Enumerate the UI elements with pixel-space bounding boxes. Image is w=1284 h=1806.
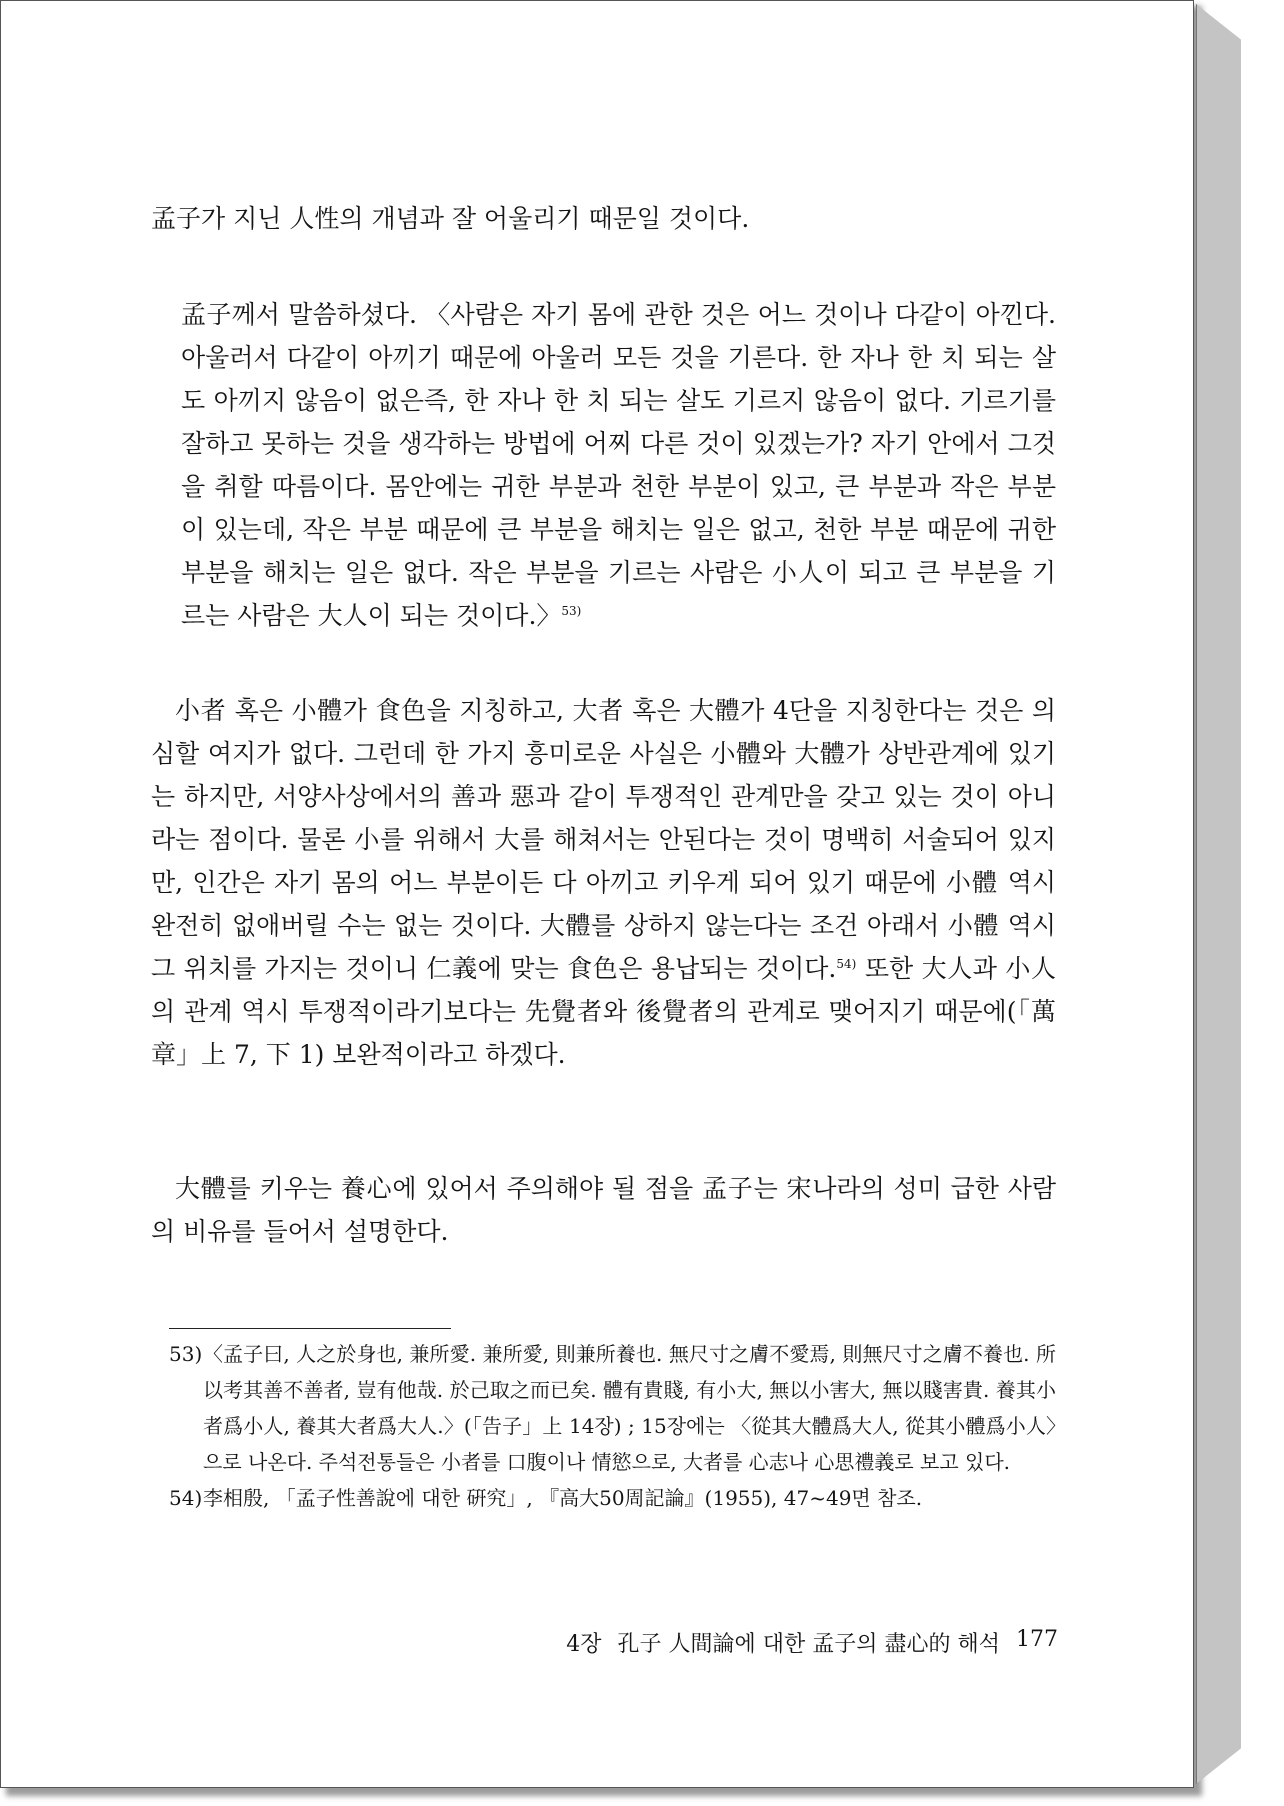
footnote-number: 53) [169, 1342, 203, 1366]
page-edge [1196, 4, 1241, 1784]
running-footer [448, 1627, 1058, 1658]
footer-chapter: 4장 [566, 1632, 602, 1657]
body-paragraph-2: 大體를 키우는 養心에 있어서 주의해야 될 점을 孟子는 宋나라의 성미 급한 사람의 비유를 들어서 설명한다. [151, 1174, 1056, 1246]
footnote-number: 54) [169, 1486, 203, 1510]
footnotes [169, 1336, 1056, 1516]
paragraph-1-text-a: 小者 혹은 小體가 食色을 지칭하고, 大者 혹은 大體가 4단을 지칭한다는 것은 의심할 여지가 없다. 그런데 한 가지 흥미로운 사실은 小體와 大體가 상반관계에 있기는 하지만, 서양사상에서의 善과 惡과 같이 투쟁적인 관계만을 갖고 있는 것이 아니라는 점이다. 물론 小를 위해서 大를 해쳐서는 안된다는 것이 명백히 서술되어 있지만, 인간은 자기 몸의 어느 부분이든 다 아끼고 키우게 되어 있기 때문에 小體 역시 완전히 없애버릴 수는 없는 것이다. 大體를 상하지 않는다는 조건 아래서 小體 역시 그 위치를 가지는 것이니 仁義에 맞는 食色은 용납되는 것이다. [151, 696, 1056, 983]
footer-title: 孔子 人間論에 대한 孟子의 盡心的 해석 [617, 1632, 1000, 1657]
footnote-53 [169, 1336, 1056, 1480]
footnote-text: 〈孟子曰, 人之於身也, 兼所愛. 兼所愛, 則兼所養也. 無尺寸之膚不愛焉, 則無尺寸之膚不養也. 所以考其善不善者, 豈有他哉. 於己取之而已矣. 體有貴賤, 有小大, 無以小害大, 無以賤害貴. 養其小者爲小人, 養其大者爲大人.〉(「告子」上 14장) ; 15장에는 〈從其大體爲大人, 從其小體爲小人〉으로 나온다. 주석전통들은 小者를 口腹이나 情慾으로, 大者를 心志나 心思禮義로 보고 있다. [203, 1342, 1056, 1474]
lead-line: 孟子가 지닌 人性의 개념과 잘 어울리기 때문일 것이다. [151, 204, 750, 233]
footnote-ref-54: 54) [836, 957, 857, 971]
footnote-divider [169, 1328, 451, 1329]
footnote-54 [169, 1480, 1056, 1516]
body-paragraph-1 [151, 689, 1056, 1076]
page-number: 177 [1016, 1627, 1058, 1652]
quote-text: 孟子께서 말씀하셨다. 〈사람은 자기 몸에 관한 것은 어느 것이나 다같이 아낀다. 아울러서 다같이 아끼기 때문에 아울러 모든 것을 기른다. 한 자나 한 치 되는 살도 아끼지 않음이 없은즉, 한 자나 한 치 되는 살도 기르지 않음이 없다. 기르기를 잘하고 못하는 것을 생각하는 방법에 어찌 다른 것이 있겠는가? 자기 안에서 그것을 취할 따름이다. 몸안에는 귀한 부분과 천한 부분이 있고, 큰 부분과 작은 부분이 있는데, 작은 부분 때문에 큰 부분을 해치는 일은 없고, 천한 부분 때문에 귀한 부분을 해치는 일은 없다. 작은 부분을 기르는 사람은 小人이 되고 큰 부분을 기르는 사람은 大人이 되는 것이다.〉 [181, 300, 1056, 630]
footnote-text: 李相殷, 「孟子性善說에 대한 硏究」, 『高大50周記論』(1955), 47~49면 참조. [203, 1486, 923, 1510]
footnote-ref-53: 53) [561, 604, 582, 618]
paragraph-1-text-b: 또한 大人과 小人의 관계 역시 투쟁적이라기보다는 先覺者와 後覺者의 관계로 맺어지기 때문에(「萬章」上 7, 下 1) 보완적이라고 하겠다. [151, 954, 1056, 1069]
block-quote [181, 293, 1056, 637]
